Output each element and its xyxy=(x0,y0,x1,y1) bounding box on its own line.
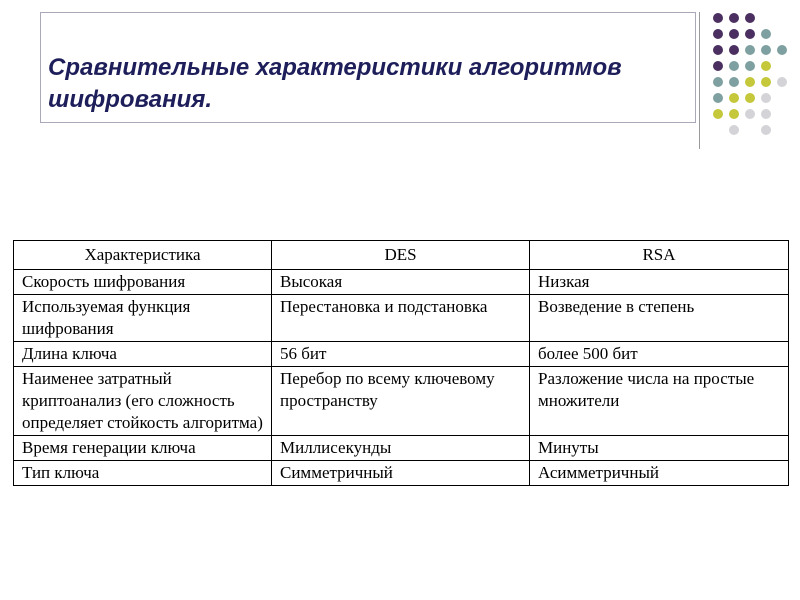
comparison-table xyxy=(13,240,789,486)
table-cell: Используемая функция шифрования xyxy=(14,295,272,342)
decor-dot xyxy=(729,77,739,87)
table-header-row xyxy=(14,241,789,270)
table-row xyxy=(14,342,789,367)
decor-dot xyxy=(761,93,771,103)
table-cell: Длина ключа xyxy=(14,342,272,367)
decor-dot xyxy=(745,109,755,119)
table-cell: Тип ключа xyxy=(14,461,272,486)
decor-dot xyxy=(745,29,755,39)
decor-dot xyxy=(777,45,787,55)
decor-dot xyxy=(761,125,771,135)
decor-dot xyxy=(761,45,771,55)
table-row xyxy=(14,295,789,342)
table-row xyxy=(14,461,789,486)
decor-dot xyxy=(713,109,723,119)
decor-dot xyxy=(745,93,755,103)
table-cell: Миллисекунды xyxy=(272,436,530,461)
table-cell: Скорость шифрования xyxy=(14,270,272,295)
table-cell: Время генерации ключа xyxy=(14,436,272,461)
table-cell: Симметричный xyxy=(272,461,530,486)
table-cell: Разложение числа на простые множители xyxy=(530,367,789,436)
decor-dot xyxy=(761,29,771,39)
table-cell: более 500 бит xyxy=(530,342,789,367)
decor-dot xyxy=(729,13,739,23)
table-cell: Возведение в степень xyxy=(530,295,789,342)
table-cell: Минуты xyxy=(530,436,789,461)
table-cell: Перестановка и подстановка xyxy=(272,295,530,342)
decor-dot xyxy=(745,61,755,71)
table-row xyxy=(14,270,789,295)
header-rsa: RSA xyxy=(530,241,789,270)
decor-dot xyxy=(745,13,755,23)
decor-dot xyxy=(745,45,755,55)
slide-title: Сравнительные характеристики алгоритмов шифрования. xyxy=(48,54,622,113)
decor-dot xyxy=(729,125,739,135)
decor-dot xyxy=(713,13,723,23)
decor-dot xyxy=(729,93,739,103)
decor-dot xyxy=(713,45,723,55)
decor-dot xyxy=(729,29,739,39)
decor-dot xyxy=(713,61,723,71)
table-row xyxy=(14,436,789,461)
decor-dot xyxy=(713,77,723,87)
decor-dot xyxy=(761,109,771,119)
table-cell: 56 бит xyxy=(272,342,530,367)
header-des: DES xyxy=(272,241,530,270)
header-characteristic: Характеристика xyxy=(14,241,272,270)
decor-dot xyxy=(761,61,771,71)
table-cell: Перебор по всему ключевому пространству xyxy=(272,367,530,436)
decor-dot xyxy=(729,45,739,55)
decorative-vertical-line xyxy=(699,12,700,149)
table-cell: Наименее затратный криптоанализ (его сложность определяет стойкость алгоритма) xyxy=(14,367,272,436)
decor-dot xyxy=(713,29,723,39)
decor-dot xyxy=(713,93,723,103)
table-cell: Асимметричный xyxy=(530,461,789,486)
decor-dot xyxy=(729,109,739,119)
decor-dot xyxy=(745,77,755,87)
decor-dot xyxy=(761,77,771,87)
decor-dot xyxy=(777,77,787,87)
decor-dot xyxy=(729,61,739,71)
table-row xyxy=(14,367,789,436)
table-cell: Низкая xyxy=(530,270,789,295)
table-cell: Высокая xyxy=(272,270,530,295)
